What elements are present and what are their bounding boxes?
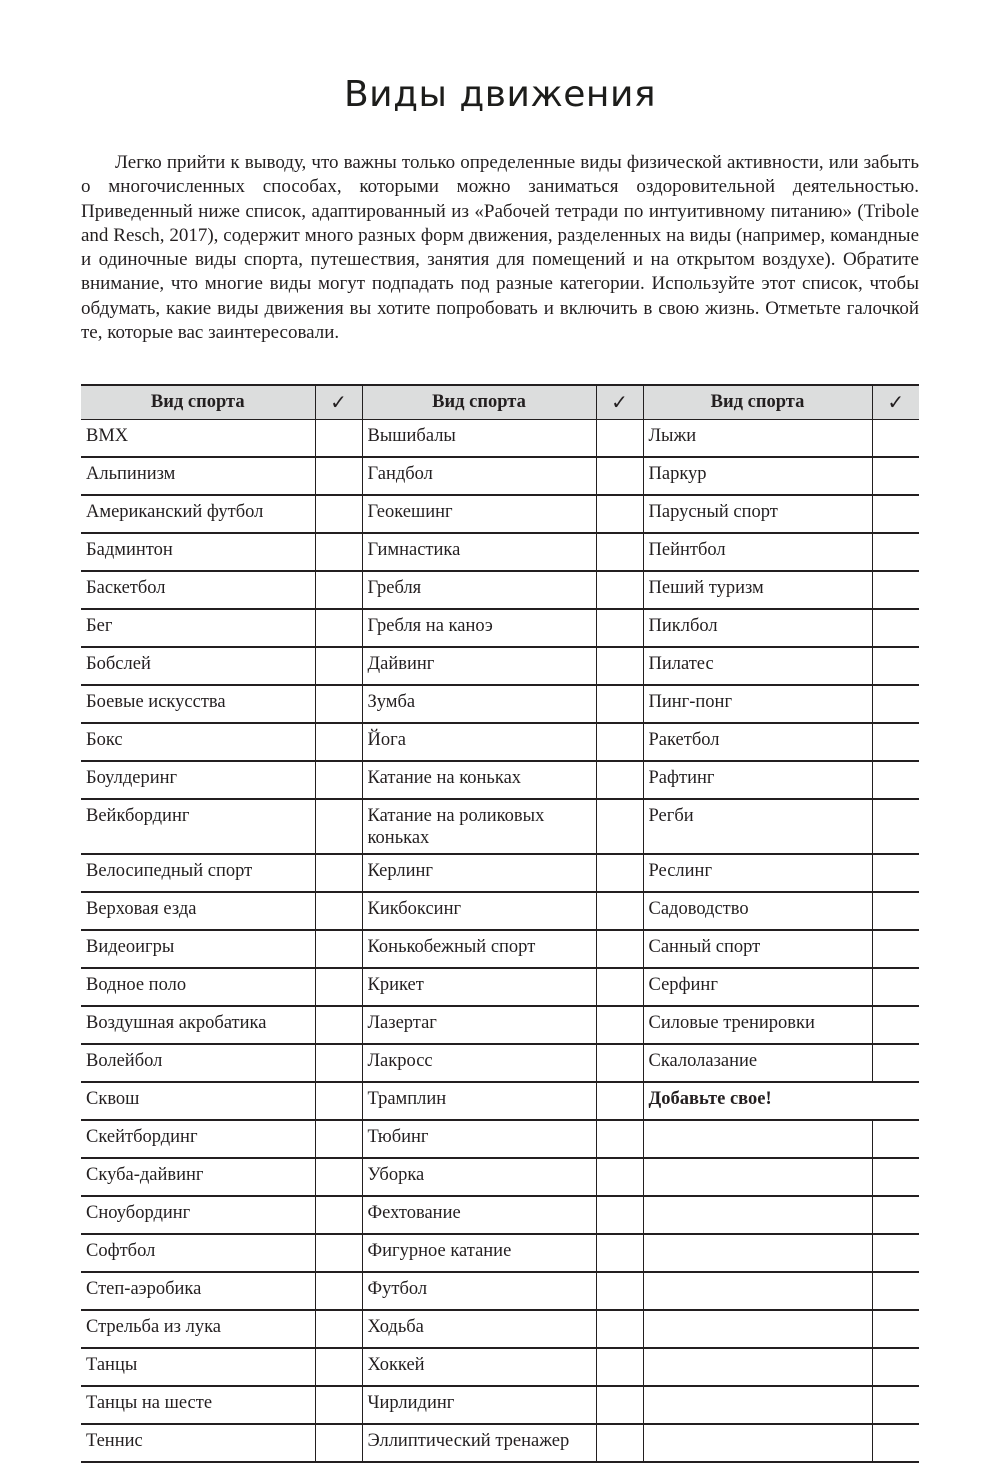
checkbox-cell[interactable] (596, 647, 643, 685)
sport-name-cell: Геокешинг (362, 495, 596, 533)
table-row (81, 1424, 919, 1462)
checkbox-cell[interactable] (596, 685, 643, 723)
sport-name-cell: Катание на роликовых коньках (362, 799, 596, 854)
table-header-row (81, 385, 919, 420)
checkmark-icon: ✓ (611, 390, 628, 414)
checkbox-cell[interactable] (315, 1348, 362, 1386)
checkbox-cell[interactable] (872, 420, 919, 458)
sport-name-cell: Теннис (81, 1424, 315, 1462)
sport-name-cell: Йога (362, 723, 596, 761)
sport-name-cell: Регби (643, 799, 872, 854)
checkbox-cell[interactable] (315, 799, 362, 854)
sport-name-cell: Боевые искусства (81, 685, 315, 723)
checkbox-cell[interactable] (315, 1424, 362, 1462)
checkbox-cell[interactable] (596, 609, 643, 647)
checkbox-cell[interactable] (315, 685, 362, 723)
checkbox-cell[interactable] (596, 1272, 643, 1310)
table-row (81, 1196, 919, 1234)
sport-name-cell: Гандбол (362, 457, 596, 495)
sport-name-cell: Верховая езда (81, 892, 315, 930)
sport-name-cell: Конькобежный спорт (362, 930, 596, 968)
checkbox-cell[interactable] (315, 1006, 362, 1044)
sport-name-cell: Пеший туризм (643, 571, 872, 609)
table-row (81, 457, 919, 495)
sport-name-cell: Ходьба (362, 1310, 596, 1348)
sport-name-cell: Сквош (81, 1082, 315, 1120)
sport-name-cell: Волейбол (81, 1044, 315, 1082)
sport-name-cell (643, 1120, 872, 1158)
sport-name-cell: Сноубординг (81, 1196, 315, 1234)
checkbox-cell[interactable] (315, 1082, 362, 1120)
checkbox-cell[interactable] (315, 609, 362, 647)
checkbox-cell[interactable] (315, 1120, 362, 1158)
checkbox-cell[interactable] (596, 457, 643, 495)
table-row (81, 647, 919, 685)
checkbox-cell[interactable] (315, 1234, 362, 1272)
sport-name-cell: Кикбоксинг (362, 892, 596, 930)
sport-name-cell: Зумба (362, 685, 596, 723)
checkbox-cell[interactable] (872, 892, 919, 930)
sport-name-cell: Серфинг (643, 968, 872, 1006)
sport-name-cell: Стрельба из лука (81, 1310, 315, 1348)
checkbox-cell[interactable] (315, 968, 362, 1006)
checkbox-cell[interactable] (872, 1196, 919, 1234)
checkbox-cell[interactable] (872, 1120, 919, 1158)
column-header-check (315, 385, 362, 420)
sport-name-cell: Садоводство (643, 892, 872, 930)
checkbox-cell[interactable] (596, 892, 643, 930)
sport-name-cell: Гребля на каноэ (362, 609, 596, 647)
checkbox-cell[interactable] (872, 1386, 919, 1424)
sport-name-cell: Дайвинг (362, 647, 596, 685)
sport-name-cell: Керлинг (362, 854, 596, 892)
sport-name-cell: Видеоигры (81, 930, 315, 968)
checkbox-cell[interactable] (315, 495, 362, 533)
sport-name-cell: Хоккей (362, 1348, 596, 1386)
table-row (81, 854, 919, 892)
sport-name-cell: Вейкбординг (81, 799, 315, 854)
checkbox-cell[interactable] (315, 1196, 362, 1234)
checkbox-cell[interactable] (872, 968, 919, 1006)
checkbox-cell[interactable] (872, 1272, 919, 1310)
sport-name-cell: Гребля (362, 571, 596, 609)
sport-name-cell: Баскетбол (81, 571, 315, 609)
sport-name-cell: Скейтбординг (81, 1120, 315, 1158)
table-row (81, 685, 919, 723)
sport-name-cell (643, 1158, 872, 1196)
sport-name-cell: Скуба-дайвинг (81, 1158, 315, 1196)
checkbox-cell[interactable] (596, 1082, 643, 1120)
checkbox-cell[interactable] (315, 647, 362, 685)
table-row (81, 723, 919, 761)
checkbox-cell[interactable] (596, 1006, 643, 1044)
checkbox-cell[interactable] (872, 1234, 919, 1272)
checkbox-cell[interactable] (872, 1006, 919, 1044)
checkbox-cell[interactable] (872, 1158, 919, 1196)
checkbox-cell[interactable] (315, 723, 362, 761)
sport-name-cell: Лакросс (362, 1044, 596, 1082)
sport-name-cell: Танцы на шесте (81, 1386, 315, 1424)
table-row (81, 609, 919, 647)
checkbox-cell[interactable] (596, 1196, 643, 1234)
checkbox-cell[interactable] (872, 761, 919, 799)
checkbox-cell[interactable] (596, 1234, 643, 1272)
sports-checklist-table (81, 384, 919, 1463)
checkbox-cell[interactable] (872, 930, 919, 968)
checkbox-cell[interactable] (315, 854, 362, 892)
sport-name-cell: Чирлидинг (362, 1386, 596, 1424)
sport-name-cell: Трамплин (362, 1082, 596, 1120)
sport-name-cell (643, 1386, 872, 1424)
sport-name-cell: Пинг-понг (643, 685, 872, 723)
checkbox-cell[interactable] (315, 420, 362, 458)
checkbox-cell[interactable] (315, 571, 362, 609)
checkbox-cell[interactable] (596, 1120, 643, 1158)
sport-name-cell: Паркур (643, 457, 872, 495)
checkbox-cell[interactable] (596, 495, 643, 533)
table-row (81, 892, 919, 930)
sport-name-cell: Уборка (362, 1158, 596, 1196)
checkbox-cell[interactable] (872, 685, 919, 723)
table-row (81, 1348, 919, 1386)
table-body (81, 420, 919, 1463)
sport-name-cell: Лазертаг (362, 1006, 596, 1044)
checkbox-cell[interactable] (596, 1310, 643, 1348)
sport-name-cell: Бокс (81, 723, 315, 761)
sport-name-cell: Скалолазание (643, 1044, 872, 1082)
sport-name-cell: Рафтинг (643, 761, 872, 799)
table-row (81, 420, 919, 458)
checkbox-cell[interactable] (596, 854, 643, 892)
checkbox-cell[interactable] (596, 1348, 643, 1386)
column-header-check (872, 385, 919, 420)
checkbox-cell[interactable] (872, 1424, 919, 1462)
column-header-sport: Вид спорта (81, 385, 315, 420)
table-row (81, 1006, 919, 1044)
table-row (81, 1310, 919, 1348)
checkbox-cell[interactable] (872, 571, 919, 609)
sport-name-cell: Боулдеринг (81, 761, 315, 799)
table-row (81, 1082, 919, 1120)
checkbox-cell[interactable] (596, 761, 643, 799)
checkbox-cell[interactable] (596, 968, 643, 1006)
checkbox-cell[interactable] (315, 1310, 362, 1348)
intro-paragraph (81, 151, 919, 345)
checkbox-cell[interactable] (596, 571, 643, 609)
column-header-sport: Вид спорта (643, 385, 872, 420)
sport-name-cell: Альпинизм (81, 457, 315, 495)
sport-name-cell: Крикет (362, 968, 596, 1006)
checkbox-cell[interactable] (596, 1386, 643, 1424)
sport-name-cell (643, 1234, 872, 1272)
column-header-sport: Вид спорта (362, 385, 596, 420)
checkbox-cell[interactable] (872, 457, 919, 495)
sport-name-cell: Бег (81, 609, 315, 647)
sport-name-cell: Американский футбол (81, 495, 315, 533)
sport-name-cell: Воздушная акробатика (81, 1006, 315, 1044)
sport-name-cell: Ракетбол (643, 723, 872, 761)
sport-name-cell: Силовые тренировки (643, 1006, 872, 1044)
sport-name-cell (643, 1348, 872, 1386)
add-your-own-label: Добавьте свое! (643, 1082, 919, 1120)
sport-name-cell: Софтбол (81, 1234, 315, 1272)
table-row (81, 1158, 919, 1196)
checkbox-cell[interactable] (596, 723, 643, 761)
table-row (81, 1044, 919, 1082)
sport-name-cell: Степ-аэробика (81, 1272, 315, 1310)
checkbox-cell[interactable] (596, 1044, 643, 1082)
sport-name-cell (643, 1272, 872, 1310)
intro-text: Легко прийти к выводу, что важны только определенные виды физической активности, или забыть о многочисленных способах, которыми можно заниматься оздоровительной деятельностью. Приведенный ниже список, адаптированный из «Рабочей тетради по интуитивному питанию» (Tribole and Resch, 2017), содержит много разных форм движения, разделенных на виды (например, командные и одиночные виды спорта, путешествия, занятия для помещений и на открытом воздухе). Обратите внимание, что многие виды могут подпадать под разные категории. Используйте этот список, чтобы обдумать, какие виды движения вы хотите попробовать и включить в свою жизнь. Отметьте галочкой те, которые вас заинтересовали. (81, 152, 919, 344)
checkbox-cell[interactable] (596, 1158, 643, 1196)
sport-name-cell: Водное поло (81, 968, 315, 1006)
table-row (81, 799, 919, 854)
checkbox-cell[interactable] (872, 854, 919, 892)
checkbox-cell[interactable] (872, 799, 919, 854)
sport-name-cell: Пиклбол (643, 609, 872, 647)
checkbox-cell[interactable] (596, 1424, 643, 1462)
sport-name-cell: Пилатес (643, 647, 872, 685)
sport-name-cell: Вышибалы (362, 420, 596, 458)
sport-name-cell: Санный спорт (643, 930, 872, 968)
sport-name-cell: Пейнтбол (643, 533, 872, 571)
sport-name-cell: Футбол (362, 1272, 596, 1310)
table-row (81, 1120, 919, 1158)
checkbox-cell[interactable] (315, 533, 362, 571)
checkbox-cell[interactable] (315, 761, 362, 799)
sport-name-cell (643, 1310, 872, 1348)
sport-name-cell: Парусный спорт (643, 495, 872, 533)
sport-name-cell: Эллиптический тренажер (362, 1424, 596, 1462)
checkbox-cell[interactable] (315, 892, 362, 930)
sport-name-cell: Реслинг (643, 854, 872, 892)
checkbox-cell[interactable] (315, 1272, 362, 1310)
checkbox-cell[interactable] (872, 495, 919, 533)
checkbox-cell[interactable] (596, 930, 643, 968)
table-row (81, 571, 919, 609)
table-row (81, 761, 919, 799)
sport-name-cell: Лыжи (643, 420, 872, 458)
sport-name-cell: BMX (81, 420, 315, 458)
checkbox-cell[interactable] (315, 1158, 362, 1196)
sport-name-cell: Велосипедный спорт (81, 854, 315, 892)
checkbox-cell[interactable] (872, 723, 919, 761)
table-row (81, 495, 919, 533)
page-title: Виды движения (343, 74, 657, 115)
table-row (81, 968, 919, 1006)
checkbox-cell[interactable] (872, 533, 919, 571)
checkbox-cell[interactable] (596, 799, 643, 854)
checkbox-cell[interactable] (315, 457, 362, 495)
sport-name-cell: Танцы (81, 1348, 315, 1386)
table-row (81, 533, 919, 571)
sport-name-cell: Гимнастика (362, 533, 596, 571)
sport-name-cell: Тюбинг (362, 1120, 596, 1158)
checkbox-cell[interactable] (596, 533, 643, 571)
table-row (81, 1386, 919, 1424)
table-row (81, 1272, 919, 1310)
sport-name-cell: Фехтование (362, 1196, 596, 1234)
column-header-check (596, 385, 643, 420)
sport-name-cell (643, 1196, 872, 1234)
table-row (81, 1234, 919, 1272)
checkbox-cell[interactable] (872, 647, 919, 685)
checkmark-icon: ✓ (330, 390, 347, 414)
table-row (81, 930, 919, 968)
checkbox-cell[interactable] (315, 1044, 362, 1082)
sport-name-cell: Бадминтон (81, 533, 315, 571)
sport-name-cell: Бобслей (81, 647, 315, 685)
checkbox-cell[interactable] (872, 609, 919, 647)
checkmark-icon: ✓ (887, 390, 905, 414)
checkbox-cell[interactable] (315, 930, 362, 968)
checkbox-cell[interactable] (596, 420, 643, 458)
checkbox-cell[interactable] (872, 1044, 919, 1082)
checkbox-cell[interactable] (872, 1348, 919, 1386)
sport-name-cell (643, 1424, 872, 1462)
checkbox-cell[interactable] (872, 1310, 919, 1348)
sport-name-cell: Фигурное катание (362, 1234, 596, 1272)
checkbox-cell[interactable] (315, 1386, 362, 1424)
sport-name-cell: Катание на коньках (362, 761, 596, 799)
